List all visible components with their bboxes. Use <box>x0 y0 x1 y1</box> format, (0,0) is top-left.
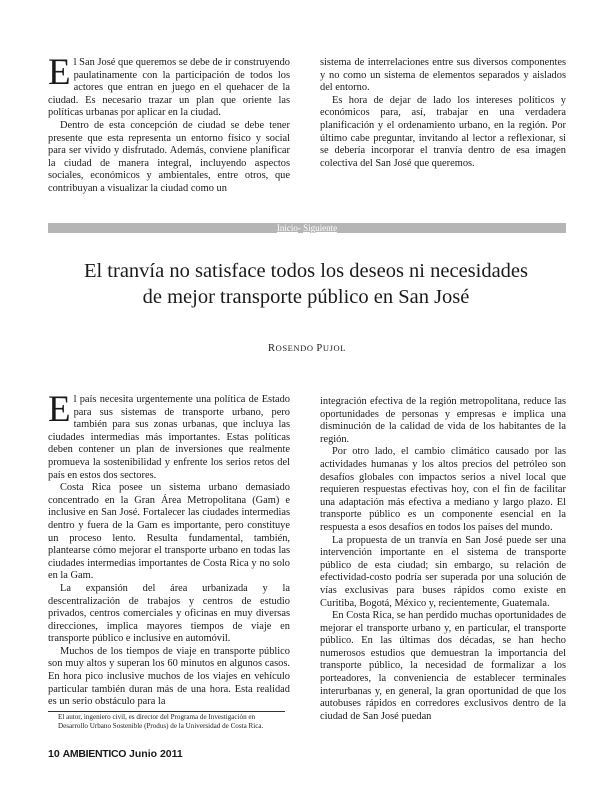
author-footnote: El autor, ingeniero civil, es director del Programa de Investigación en Desarrollo Urbano Sostenible (Produs) de la Universidad de Costa Rica. <box>58 713 264 730</box>
nav-separator: - <box>297 223 301 233</box>
paragraph: La propuesta de un tranvía en San José puede ser una intervención importante en el sistema de transporte público de esta ciudad; sin embargo, su relación de efectividad-costo podría ser superada por una solución de vías exclusivas para buses rápidos como existe en Curitiba, Bogotá, México y, recientemente, Guatemala. <box>320 534 566 609</box>
paragraph: Muchos de los tiempos de viaje en transporte público son muy altos y superan los 60 minutos en algunos casos. En hora pico inclusive muchos de los viajes en vehículo particular también duran más de una hora. Esta realidad es un serio obstáculo para la <box>48 645 290 708</box>
prev-article-right-column <box>320 57 566 170</box>
title-line-2: de mejor transporte público en San José <box>142 286 470 308</box>
author-initial-last: P <box>316 343 323 354</box>
paragraph: integración efectiva de la región metropolitana, reduce las oportunidades de personas y empresas e implica una disminución de la calidad de vida de los habitantes de la región. <box>320 396 566 445</box>
prev-article-left-column <box>48 52 290 196</box>
paragraph: Costa Rica posee un sistema urbano demasiado concentrado en la Gran Área Metropolitana (Gam) e inclusive en San José. Fortalecer las ciudades intermedias dentro y fuera de la Gam es importante, pero constituye un proceso lento. Resulta fundamental, también, plantearse cómo mejorar el transporte urbano en todas las ciudades intermedias importantes de Costa Rica y no solo en la Gam. <box>48 482 290 582</box>
article-left-column <box>48 389 290 709</box>
footnote-divider <box>48 711 285 712</box>
paragraph: El San José que queremos se debe de ir construyendo paulatinamente con la participación de todos los actores que entran en juego en el quehacer de la ciudad. Es necesario trazar un plan que oriente las políticas urbanas por aplicar en la ciudad. <box>48 52 290 119</box>
inicio-link[interactable]: Inicio <box>276 223 298 233</box>
paragraph: Es hora de dejar de lado los intereses políticos y económicos para, así, trabajar en una verdadera planificación y el ordenamiento urbano, en la región. Por último cabe preguntar, invitando al lector a reflexionar, si se debería incorporar el tranvía dentro de esa imagen colectiva del San José que queremos. <box>320 94 566 169</box>
siguiente-link[interactable]: Siguiente <box>303 223 338 233</box>
paragraph: En Costa Rica, se han perdido muchas oportunidades de mejorar el transporte urbano y, en particular, el transporte público. En las últimas dos décadas, se han hecho numerosos estudios que demuestran la importancia del transporte público, la necesidad de formalizar a los porteadores, la conveniencia de establecer terminales interurbanas y, en general, la gran oportunidad de que los autobuses rápidos en corredores exclusivos dentro de la ciudad de San José puedan <box>320 610 566 722</box>
paragraph: Por otro lado, el cambio climático causado por las actividades humanas y los altos precios del petróleo son desafíos globales con impactos serios a nivel local que requieren respuestas efectivas hoy, con el fin de facilitar una adaptación más efectiva a mediano y largo plazo. El transporte público es un componente esencial en la respuesta a esos desafíos en todos los países del mundo. <box>320 446 566 533</box>
author-last-rest: UJOL <box>322 343 347 353</box>
magazine-name: AMBIENTICO <box>62 748 127 760</box>
page-footer <box>48 748 183 760</box>
page-number: 10 <box>48 748 60 760</box>
paragraph: La expansión del área urbanizada y la descentralización de trabajos y centros de estudio privados, centros comerciales y oficinas en muy diversas direcciones, implica mayores tiempos de viaje en transporte público e inclusive en automóvil. <box>48 582 290 645</box>
author-byline <box>48 343 566 354</box>
paragraph: sistema de interrelaciones entre sus diversos componentes y no como un sistema de elementos separados y aislados del entorno. <box>320 57 566 94</box>
paragraph: El país necesita urgentemente una política de Estado para sus sistemas de transporte urbano, pero también para sus zonas urbanas, que incluya las ciudades intermedias más importantes. Estas políticas deben contener un plan de inversiones que realmente promueva la sostenibilidad y enfrente los serios retos del país en estos dos sectores. <box>48 389 290 481</box>
article-title <box>40 258 572 310</box>
drop-cap: E <box>48 52 71 93</box>
issue-date: Junio 2011 <box>129 748 183 760</box>
author-initial-first: R <box>267 343 276 354</box>
article-right-column <box>320 396 566 723</box>
title-line-1: El tranvía no satisface todos los deseos ni necesidades <box>83 260 529 282</box>
drop-cap: E <box>48 389 71 430</box>
paragraph: Dentro de esta concepción de ciudad se debe tener presente que esta representa un entorno físico y social para ser vivido y disfrutado. Además, conviene planificar la ciudad de manera integral, incluyendo aspectos sociales, económicos y ambientales, entre otros, que contribuyan a visualizar la ciudad como un <box>48 119 290 194</box>
navigation-bar <box>48 223 566 233</box>
author-first-rest: OSENDO <box>275 343 314 353</box>
